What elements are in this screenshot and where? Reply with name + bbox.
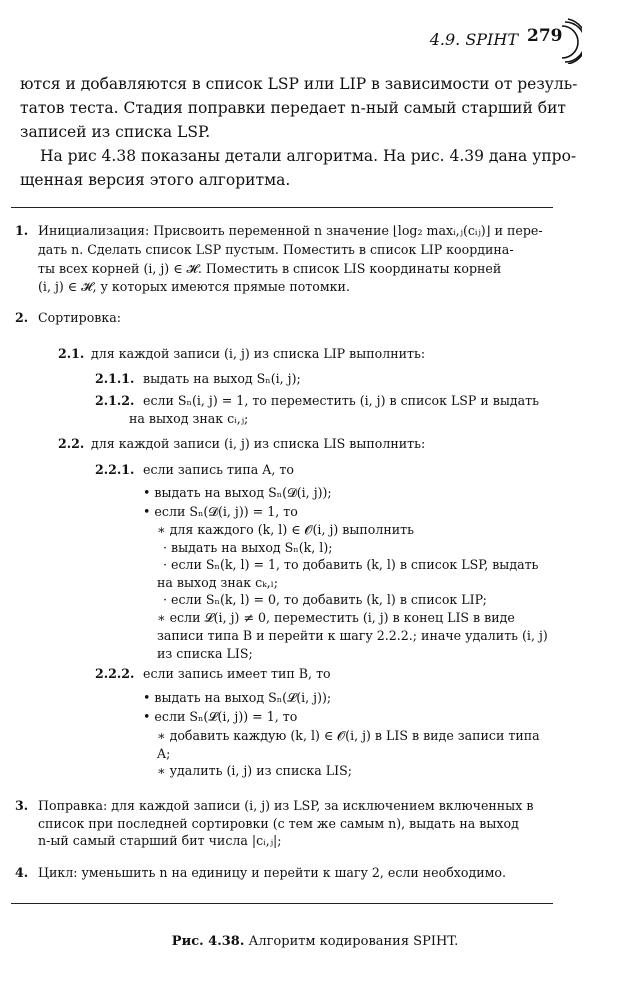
step-number: 2.2.2. <box>95 666 135 681</box>
running-header: 4.9. SPIHT <box>429 30 518 49</box>
step-line: n-ый самый старший бит числа |cᵢ,ⱼ|; <box>38 833 282 848</box>
sub-line: A; <box>157 746 171 761</box>
intro-line: щенная версия этого алгоритма. <box>20 171 291 189</box>
sub-line: ∗ если 𝓛(i, j) ≠ 0, переместить (i, j) в конец LIS в виде <box>157 610 515 625</box>
bullet-line: • выдать на выход Sₙ(𝓛(i, j)); <box>143 690 332 705</box>
step-line: если запись типа A, то <box>143 462 294 477</box>
step-line: ты всех корней (i, j) ∈ 𝓗. Поместить в список LIS координаты корней <box>38 261 502 276</box>
step-line: если Sₙ(i, j) = 1, то переместить (i, j) в список LSP и выдать <box>143 393 540 408</box>
sub-line: из списка LIS; <box>157 646 253 661</box>
step-line: дать n. Сделать список LSP пустым. Поместить в список LIP координа- <box>38 242 514 257</box>
sub-line: ∗ удалить (i, j) из списка LIS; <box>157 763 352 778</box>
sub-line: · если Sₙ(k, l) = 0, то добавить (k, l) в список LIP; <box>163 592 487 607</box>
sub-line: · выдать на выход Sₙ(k, l); <box>163 540 333 555</box>
sub-line: на выход знак cₖ,ₗ; <box>157 575 279 590</box>
sub-line: ∗ для каждого (k, l) ∈ 𝓞(i, j) выполнить <box>157 522 414 537</box>
step-line: список при последней сортировки (с тем же самым n), выдать на выход <box>38 816 519 831</box>
step-number: 3. <box>15 798 29 813</box>
step-line: для каждой записи (i, j) из списка LIS выполнить: <box>91 436 426 451</box>
figure-title: Алгоритм кодирования SPIHT. <box>248 934 459 949</box>
bullet-line: • если Sₙ(𝓓(i, j)) = 1, то <box>143 504 298 519</box>
sub-line: · если Sₙ(k, l) = 1, то добавить (k, l) в список LSP, выдать <box>163 557 539 572</box>
figure-label: Рис. 4.38. <box>171 934 245 949</box>
step-line: на выход знак cᵢ,ⱼ; <box>129 411 249 426</box>
step-number: 2.1.1. <box>95 371 135 386</box>
step-line: для каждой записи (i, j) из списка LIP выполнить: <box>91 346 426 361</box>
figure-caption <box>0 934 630 949</box>
step-line: если запись имеет тип B, то <box>143 666 331 681</box>
step-number: 1. <box>15 223 29 238</box>
step-number: 2.2.1. <box>95 462 135 477</box>
step-line: выдать на выход Sₙ(i, j); <box>143 371 301 386</box>
intro-line: татов теста. Стадия поправки передает n-ный самый старший бит <box>20 99 566 117</box>
page-number: 279 <box>527 26 563 46</box>
step-number: 4. <box>15 865 29 880</box>
sub-line: записи типа B и перейти к шагу 2.2.2.; иначе удалить (i, j) <box>157 628 548 643</box>
intro-line: На рис 4.38 показаны детали алгоритма. На рис. 4.39 дана упро- <box>40 147 577 165</box>
bottom-rule <box>11 903 553 904</box>
step-number: 2. <box>15 310 29 325</box>
step-line: Инициализация: Присвоить переменной n значение ⌊log₂ maxᵢ,ⱼ(cᵢⱼ)⌋ и пере- <box>38 223 543 238</box>
bullet-line: • если Sₙ(𝓛(i, j)) = 1, то <box>143 709 298 724</box>
intro-line: записей из списка LSP. <box>20 123 211 141</box>
intro-line: ются и добавляются в список LSP или LIP в зависимости от резуль- <box>20 75 578 93</box>
sub-line: ∗ добавить каждую (k, l) ∈ 𝓞(i, j) в LIS в виде записи типа <box>157 728 540 743</box>
step-line: (i, j) ∈ 𝓗, у которых имеются прямые потомки. <box>38 279 350 294</box>
step-line: Поправка: для каждой записи (i, j) из LSP, за исключением включенных в <box>38 798 534 813</box>
step-number: 2.1.2. <box>95 393 135 408</box>
step-line: Цикл: уменьшить n на единицу и перейти к шагу 2, если необходимо. <box>38 865 507 880</box>
page-number-arcs-icon <box>560 18 582 64</box>
step-number: 2.2. <box>58 436 85 451</box>
step-line: Сортировка: <box>38 310 121 325</box>
bullet-line: • выдать на выход Sₙ(𝓓(i, j)); <box>143 485 332 500</box>
step-number: 2.1. <box>58 346 85 361</box>
top-rule <box>11 207 553 208</box>
